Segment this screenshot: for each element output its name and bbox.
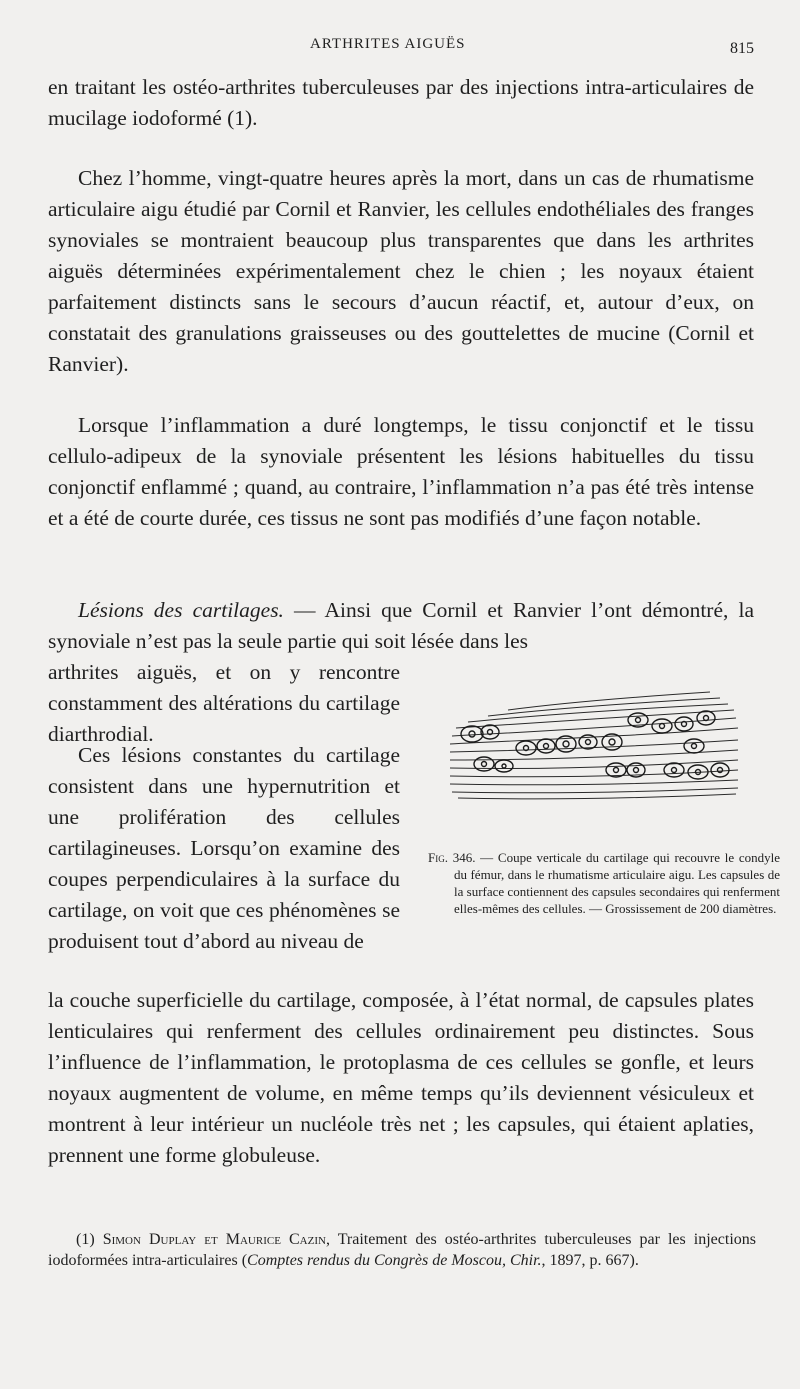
paragraph-3: Lorsque l’inflammation a duré longtemps, le tissu conjonctif et le tissu cellulo-adipeux de la synoviale présentent les lésions habituelles du tissu conjonctif enflammé ; quand, au contraire, l’inflammation n’a pas été très intense et a été de courte durée, ces tissus ne sont pas modifiés d’une façon notable. bbox=[48, 413, 754, 530]
footnote-text: , Traitement des ostéo-arthrites tuberculeuses par les injections iodoformées intra-articulaires ( bbox=[48, 1231, 756, 1269]
footnote-source: Comptes rendus du Congrès de Moscou, Chir. bbox=[247, 1252, 542, 1269]
figure-caption bbox=[428, 849, 780, 917]
footnote bbox=[48, 1229, 756, 1271]
paragraph-4-text: — Ainsi que Cornil et Ranvier l’ont démontré, la synoviale n’est pas la seule partie qui soit lésée dans les bbox=[48, 598, 754, 653]
paragraph-6: la couche superficielle du cartilage, composée, à l’état normal, de capsules plates lenticulaires qui renferment des cellules ordinairement peu distinctes. Sous l’influence de l’inflammation, le protoplasma de ces cellules se gonfle, et leurs noyaux augmentent de volume, en même temps qu’ils deviennent vésiculeux et montrent à leur intérieur un nucléole très net ; les capsules, qui étaient aplaties, prennent une forme globuleuse. bbox=[48, 988, 754, 1167]
paragraph-2: Chez l’homme, vingt-quatre heures après la mort, dans un cas de rhumatisme articulaire aigu étudié par Cornil et Ranvier, les cellules endothéliales des franges synoviales se montraient beaucoup plus transparentes que dans les arthrites aiguës déterminées expérimentalement chez le chien ; les noyaux étaient parfaitement distincts sans le secours d’aucun réactif, et, autour d’eux, on constatait des granulations graisseuses ou des gouttelettes de mucine (Cornil et Ranvier). bbox=[48, 166, 754, 376]
section-heading: Lésions des cartilages. bbox=[78, 598, 284, 622]
running-title: ARTHRITES AIGUËS bbox=[310, 36, 466, 52]
page-number: 815 bbox=[730, 40, 754, 57]
cartilage-figure bbox=[448, 688, 740, 806]
paragraph-4-continued: arthrites aiguës, et on y rencontre constamment des altérations du cartilage diarthrodial. bbox=[48, 660, 400, 746]
paragraph-5: Ces lésions constantes du cartilage consistent dans une hypernutrition et une prolifération des cellules cartilagineuses. Lorsqu’on examine des coupes perpendiculaires à la surface du cartilage, on voit que ces phénomènes se produisent tout d’abord au niveau de bbox=[48, 743, 400, 953]
figure-label: Fig. 346. bbox=[428, 850, 476, 865]
running-head bbox=[0, 32, 800, 58]
paragraph-4 bbox=[48, 595, 754, 657]
paragraph-1: en traitant les ostéo-arthrites tuberculeuses par des injections intra-articulaires de mucilage iodoformé (1). bbox=[48, 75, 754, 130]
footnote-number: (1) bbox=[76, 1231, 95, 1248]
footnote-tail: , 1897, p. 667). bbox=[541, 1252, 639, 1269]
footnote-authors: Simon Duplay et Maurice Cazin bbox=[102, 1231, 326, 1248]
figure-caption-text: — Coupe verticale du cartilage qui recouvre le condyle du fémur, dans le rhumatisme articulaire aigu. Les capsules de la surface contiennent des capsules secondaires qui renferment elles-mêmes des cellules. — Grossissement de 200 diamètres. bbox=[454, 850, 780, 916]
